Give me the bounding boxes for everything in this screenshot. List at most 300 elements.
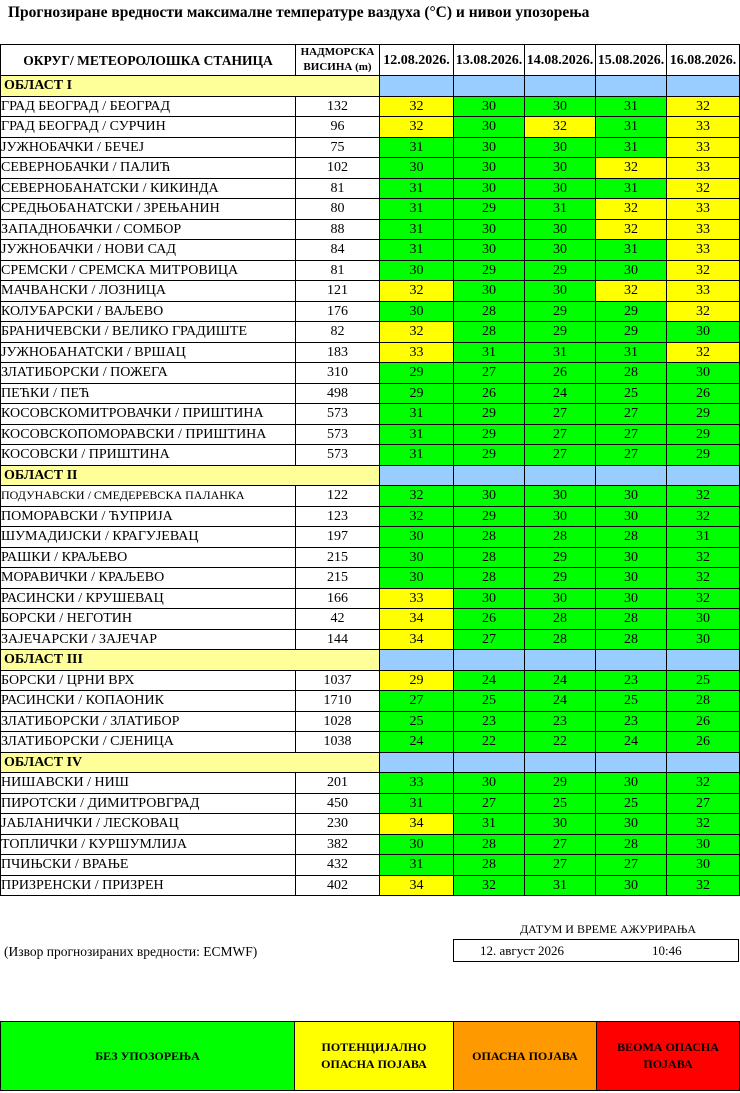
temperature-cell: 31 xyxy=(380,137,454,158)
station-altitude: 1710 xyxy=(296,691,380,712)
table-row xyxy=(1,342,740,363)
station-name: БОРСКИ / НЕГОТИН xyxy=(1,609,296,630)
table-row xyxy=(1,588,740,609)
region-header-row xyxy=(1,76,740,97)
temperature-cell: 28 xyxy=(667,691,740,712)
temperature-cell: 28 xyxy=(454,527,525,548)
temperature-cell: 27 xyxy=(596,445,667,466)
temperature-cell: 30 xyxy=(667,609,740,630)
temperature-cell: 30 xyxy=(454,219,525,240)
region-date-cell xyxy=(380,752,454,773)
temperature-cell: 32 xyxy=(667,96,740,117)
table-row xyxy=(1,793,740,814)
temperature-cell: 25 xyxy=(525,793,596,814)
temperature-cell: 32 xyxy=(667,178,740,199)
station-name: ПОДУНАВСКИ / СМЕДЕРЕВСКА ПАЛАНКА xyxy=(1,486,296,507)
station-altitude: 310 xyxy=(296,363,380,384)
temperature-cell: 31 xyxy=(380,855,454,876)
temperature-cell: 34 xyxy=(380,814,454,835)
temperature-cell: 32 xyxy=(596,219,667,240)
station-name: РАСИНСКИ / КРУШЕВАЦ xyxy=(1,588,296,609)
temperature-cell: 26 xyxy=(454,609,525,630)
table-row xyxy=(1,834,740,855)
station-altitude: 432 xyxy=(296,855,380,876)
region-date-cell xyxy=(667,465,740,486)
table-row xyxy=(1,732,740,753)
temperature-cell: 30 xyxy=(525,178,596,199)
table-row xyxy=(1,322,740,343)
region-date-cell xyxy=(380,465,454,486)
region-date-cell xyxy=(667,752,740,773)
station-name: ЈАБЛАНИЧКИ / ЛЕСКОВАЦ xyxy=(1,814,296,835)
station-name: КОСОВСКОПОМОРАВСКИ / ПРИШТИНА xyxy=(1,424,296,445)
station-altitude: 82 xyxy=(296,322,380,343)
temperature-cell: 30 xyxy=(596,568,667,589)
temperature-cell: 32 xyxy=(667,814,740,835)
table-row xyxy=(1,260,740,281)
table-row xyxy=(1,383,740,404)
temperature-cell: 30 xyxy=(596,588,667,609)
region-date-cell xyxy=(454,752,525,773)
station-name: НИШАВСКИ / НИШ xyxy=(1,773,296,794)
station-name: ГРАД БЕОГРАД / СУРЧИН xyxy=(1,117,296,138)
station-altitude: 121 xyxy=(296,281,380,302)
temperature-cell: 30 xyxy=(525,486,596,507)
temperature-cell: 31 xyxy=(596,342,667,363)
temperature-cell: 31 xyxy=(454,342,525,363)
temperature-cell: 23 xyxy=(596,670,667,691)
date-column-header: 13.08.2026. xyxy=(454,45,525,76)
update-datetime-label: ДАТУМ И ВРЕМЕ АЖУРИРАЊА xyxy=(520,922,696,936)
table-row xyxy=(1,240,740,261)
temperature-cell: 31 xyxy=(596,96,667,117)
temperature-cell: 32 xyxy=(667,547,740,568)
update-datetime-box xyxy=(453,939,739,962)
table-row xyxy=(1,547,740,568)
temperature-cell: 29 xyxy=(525,322,596,343)
table-row xyxy=(1,404,740,425)
table-row xyxy=(1,855,740,876)
region-name: ОБЛАСТ II xyxy=(1,465,380,486)
temperature-cell: 29 xyxy=(596,322,667,343)
temperature-cell: 25 xyxy=(380,711,454,732)
temperature-cell: 30 xyxy=(380,158,454,179)
station-name: ПРИЗРЕНСКИ / ПРИЗРЕН xyxy=(1,875,296,896)
station-altitude: 81 xyxy=(296,260,380,281)
region-date-cell xyxy=(380,650,454,671)
temperature-cell: 30 xyxy=(454,486,525,507)
temperature-cell: 32 xyxy=(596,158,667,179)
table-row xyxy=(1,301,740,322)
region-date-cell xyxy=(525,465,596,486)
station-name: ЗАЈЕЧАРСКИ / ЗАЈЕЧАР xyxy=(1,629,296,650)
forecast-table-body xyxy=(1,45,740,896)
station-name: МОРАВИЧКИ / КРАЉЕВО xyxy=(1,568,296,589)
temperature-cell: 24 xyxy=(454,670,525,691)
temperature-cell: 26 xyxy=(667,732,740,753)
legend-potential-danger: ПОТЕНЦИЈАЛНО ОПАСНА ПОЈАВА xyxy=(295,1022,454,1091)
temperature-cell: 30 xyxy=(596,486,667,507)
temperature-cell: 29 xyxy=(525,568,596,589)
station-altitude: 1028 xyxy=(296,711,380,732)
region-name: ОБЛАСТ I xyxy=(1,76,380,97)
temperature-cell: 27 xyxy=(525,855,596,876)
station-altitude: 102 xyxy=(296,158,380,179)
temperature-cell: 32 xyxy=(596,281,667,302)
region-date-cell xyxy=(454,76,525,97)
station-altitude: 215 xyxy=(296,568,380,589)
station-altitude: 201 xyxy=(296,773,380,794)
temperature-cell: 30 xyxy=(525,281,596,302)
region-date-cell xyxy=(667,76,740,97)
temperature-cell: 30 xyxy=(525,240,596,261)
station-name: ЈУЖНОБАЧКИ / НОВИ САД xyxy=(1,240,296,261)
region-header-row xyxy=(1,650,740,671)
temperature-cell: 30 xyxy=(380,301,454,322)
temperature-cell: 30 xyxy=(525,588,596,609)
station-name: ГРАД БЕОГРАД / БЕОГРАД xyxy=(1,96,296,117)
temperature-cell: 30 xyxy=(596,814,667,835)
temperature-cell: 33 xyxy=(667,117,740,138)
temperature-cell: 32 xyxy=(525,117,596,138)
temperature-cell: 27 xyxy=(525,424,596,445)
table-row xyxy=(1,814,740,835)
temperature-cell: 28 xyxy=(596,834,667,855)
station-altitude: 132 xyxy=(296,96,380,117)
station-name: ПЧИЊСКИ / ВРАЊЕ xyxy=(1,855,296,876)
station-altitude: 1037 xyxy=(296,670,380,691)
temperature-cell: 24 xyxy=(380,732,454,753)
temperature-cell: 30 xyxy=(525,96,596,117)
altitude-column-header: НАДМОРСКА ВИСИНА (m) xyxy=(296,45,380,76)
region-date-cell xyxy=(596,752,667,773)
table-row xyxy=(1,875,740,896)
region-date-cell xyxy=(667,650,740,671)
temperature-cell: 29 xyxy=(667,424,740,445)
table-row xyxy=(1,424,740,445)
temperature-cell: 23 xyxy=(596,711,667,732)
update-time: 10:46 xyxy=(652,943,682,958)
station-name: ШУМАДИЈСКИ / КРАГУЈЕВАЦ xyxy=(1,527,296,548)
table-row xyxy=(1,691,740,712)
temperature-cell: 30 xyxy=(380,568,454,589)
station-altitude: 498 xyxy=(296,383,380,404)
temperature-cell: 25 xyxy=(667,670,740,691)
temperature-cell: 31 xyxy=(380,199,454,220)
station-name: МАЧВАНСКИ / ЛОЗНИЦА xyxy=(1,281,296,302)
temperature-cell: 31 xyxy=(596,117,667,138)
station-altitude: 123 xyxy=(296,506,380,527)
temperature-cell: 28 xyxy=(596,609,667,630)
temperature-cell: 27 xyxy=(380,691,454,712)
station-name: СРЕДЊОБАНАТСКИ / ЗРЕЊАНИН xyxy=(1,199,296,220)
table-row xyxy=(1,96,740,117)
temperature-cell: 30 xyxy=(454,588,525,609)
temperature-cell: 26 xyxy=(667,711,740,732)
temperature-cell: 27 xyxy=(525,834,596,855)
temperature-cell: 25 xyxy=(596,691,667,712)
temperature-cell: 31 xyxy=(380,793,454,814)
station-altitude: 183 xyxy=(296,342,380,363)
date-column-header: 12.08.2026. xyxy=(380,45,454,76)
station-altitude: 382 xyxy=(296,834,380,855)
date-column-header: 15.08.2026. xyxy=(596,45,667,76)
temperature-cell: 29 xyxy=(454,260,525,281)
table-row xyxy=(1,178,740,199)
station-column-header: ОКРУГ/ МЕТЕОРОЛОШКА СТАНИЦА xyxy=(1,45,296,76)
station-name: СЕВЕРНОБАНАТСКИ / КИКИНДА xyxy=(1,178,296,199)
station-altitude: 166 xyxy=(296,588,380,609)
station-altitude: 42 xyxy=(296,609,380,630)
temperature-cell: 32 xyxy=(667,301,740,322)
temperature-cell: 33 xyxy=(380,342,454,363)
station-name: СЕВЕРНОБАЧКИ / ПАЛИЋ xyxy=(1,158,296,179)
temperature-cell: 28 xyxy=(454,322,525,343)
temperature-cell: 30 xyxy=(454,137,525,158)
temperature-cell: 30 xyxy=(454,178,525,199)
temperature-cell: 29 xyxy=(525,773,596,794)
table-row xyxy=(1,711,740,732)
temperature-cell: 31 xyxy=(525,342,596,363)
temperature-cell: 30 xyxy=(667,834,740,855)
update-date: 12. август 2026 xyxy=(480,943,564,958)
temperature-cell: 29 xyxy=(525,547,596,568)
forecast-table xyxy=(0,44,740,896)
table-row xyxy=(1,773,740,794)
table-header-row xyxy=(1,45,740,76)
temperature-cell: 30 xyxy=(667,629,740,650)
temperature-cell: 29 xyxy=(454,424,525,445)
temperature-cell: 30 xyxy=(596,875,667,896)
temperature-cell: 30 xyxy=(525,137,596,158)
temperature-cell: 30 xyxy=(667,322,740,343)
temperature-cell: 31 xyxy=(596,137,667,158)
temperature-cell: 27 xyxy=(454,793,525,814)
temperature-cell: 31 xyxy=(596,240,667,261)
temperature-cell: 28 xyxy=(596,527,667,548)
temperature-cell: 24 xyxy=(525,670,596,691)
temperature-cell: 31 xyxy=(380,404,454,425)
temperature-cell: 28 xyxy=(454,568,525,589)
table-row xyxy=(1,137,740,158)
station-altitude: 450 xyxy=(296,793,380,814)
station-altitude: 573 xyxy=(296,445,380,466)
temperature-cell: 26 xyxy=(525,363,596,384)
table-row xyxy=(1,117,740,138)
table-row xyxy=(1,527,740,548)
temperature-cell: 30 xyxy=(380,547,454,568)
temperature-cell: 30 xyxy=(380,527,454,548)
temperature-cell: 31 xyxy=(454,814,525,835)
station-name: БРАНИЧЕВСКИ / ВЕЛИКО ГРАДИШТЕ xyxy=(1,322,296,343)
temperature-cell: 30 xyxy=(380,834,454,855)
temperature-cell: 32 xyxy=(667,875,740,896)
temperature-cell: 32 xyxy=(667,486,740,507)
station-altitude: 122 xyxy=(296,486,380,507)
station-altitude: 81 xyxy=(296,178,380,199)
station-altitude: 144 xyxy=(296,629,380,650)
region-name: ОБЛАСТ IV xyxy=(1,752,380,773)
temperature-cell: 31 xyxy=(667,527,740,548)
station-name: ЈУЖНОБАЧКИ / БЕЧЕЈ xyxy=(1,137,296,158)
temperature-cell: 32 xyxy=(667,588,740,609)
legend-very-dangerous: ВЕОМА ОПАСНА ПОЈАВА xyxy=(597,1022,740,1091)
temperature-cell: 27 xyxy=(596,855,667,876)
temperature-cell: 27 xyxy=(596,404,667,425)
station-altitude: 215 xyxy=(296,547,380,568)
temperature-cell: 33 xyxy=(667,158,740,179)
station-altitude: 96 xyxy=(296,117,380,138)
source-note: (Извор прогнозираних вредности: ECMWF) xyxy=(4,944,258,959)
station-name: ПИРОТСКИ / ДИМИТРОВГРАД xyxy=(1,793,296,814)
temperature-cell: 29 xyxy=(380,383,454,404)
legend-no-warning: БЕЗ УПОЗОРЕЊА xyxy=(1,1022,295,1091)
temperature-cell: 27 xyxy=(667,793,740,814)
temperature-cell: 30 xyxy=(454,281,525,302)
station-altitude: 197 xyxy=(296,527,380,548)
station-altitude: 88 xyxy=(296,219,380,240)
region-date-cell xyxy=(454,650,525,671)
temperature-cell: 25 xyxy=(596,793,667,814)
temperature-cell: 34 xyxy=(380,609,454,630)
temperature-cell: 32 xyxy=(380,322,454,343)
temperature-cell: 30 xyxy=(454,117,525,138)
region-date-cell xyxy=(525,76,596,97)
table-row xyxy=(1,281,740,302)
temperature-cell: 30 xyxy=(525,158,596,179)
station-name: КОСОВСКОМИТРОВАЧКИ / ПРИШТИНА xyxy=(1,404,296,425)
temperature-cell: 29 xyxy=(380,363,454,384)
temperature-cell: 23 xyxy=(525,711,596,732)
temperature-cell: 31 xyxy=(380,424,454,445)
temperature-cell: 34 xyxy=(380,629,454,650)
temperature-cell: 22 xyxy=(454,732,525,753)
temperature-cell: 29 xyxy=(454,404,525,425)
temperature-cell: 27 xyxy=(454,629,525,650)
temperature-cell: 23 xyxy=(454,711,525,732)
station-name: ЗЛАТИБОРСКИ / СЈЕНИЦА xyxy=(1,732,296,753)
station-altitude: 230 xyxy=(296,814,380,835)
temperature-cell: 34 xyxy=(380,875,454,896)
station-altitude: 402 xyxy=(296,875,380,896)
temperature-cell: 27 xyxy=(525,404,596,425)
region-header-row xyxy=(1,465,740,486)
table-row xyxy=(1,158,740,179)
temperature-cell: 28 xyxy=(454,834,525,855)
temperature-cell: 33 xyxy=(380,773,454,794)
temperature-cell: 30 xyxy=(454,773,525,794)
station-name: СРЕМСКИ / СРЕМСКА МИТРОВИЦА xyxy=(1,260,296,281)
station-altitude: 1038 xyxy=(296,732,380,753)
temperature-cell: 29 xyxy=(454,445,525,466)
temperature-cell: 30 xyxy=(596,773,667,794)
temperature-cell: 27 xyxy=(454,363,525,384)
station-name: БОРСКИ / ЦРНИ ВРХ xyxy=(1,670,296,691)
temperature-cell: 33 xyxy=(667,281,740,302)
temperature-cell: 30 xyxy=(454,240,525,261)
table-row xyxy=(1,629,740,650)
temperature-cell: 33 xyxy=(667,137,740,158)
temperature-cell: 30 xyxy=(667,855,740,876)
date-column-header: 14.08.2026. xyxy=(525,45,596,76)
table-row xyxy=(1,609,740,630)
station-altitude: 573 xyxy=(296,404,380,425)
temperature-cell: 32 xyxy=(380,506,454,527)
station-name: ЗЛАТИБОРСКИ / ПОЖЕГА xyxy=(1,363,296,384)
temperature-cell: 24 xyxy=(525,691,596,712)
temperature-cell: 26 xyxy=(454,383,525,404)
temperature-cell: 33 xyxy=(667,240,740,261)
temperature-cell: 32 xyxy=(667,773,740,794)
temperature-cell: 24 xyxy=(596,732,667,753)
temperature-cell: 28 xyxy=(525,609,596,630)
temperature-cell: 27 xyxy=(525,445,596,466)
table-row xyxy=(1,486,740,507)
temperature-cell: 32 xyxy=(380,281,454,302)
temperature-cell: 31 xyxy=(525,875,596,896)
temperature-cell: 29 xyxy=(667,445,740,466)
temperature-cell: 22 xyxy=(525,732,596,753)
table-row xyxy=(1,568,740,589)
table-row xyxy=(1,670,740,691)
region-date-cell xyxy=(525,650,596,671)
region-date-cell xyxy=(596,465,667,486)
temperature-cell: 25 xyxy=(454,691,525,712)
temperature-cell: 31 xyxy=(380,219,454,240)
temperature-cell: 30 xyxy=(380,260,454,281)
region-date-cell xyxy=(596,650,667,671)
temperature-cell: 32 xyxy=(667,506,740,527)
temperature-cell: 30 xyxy=(454,158,525,179)
table-row xyxy=(1,219,740,240)
station-name: ЗАПАДНОБАЧКИ / СОМБОР xyxy=(1,219,296,240)
temperature-cell: 29 xyxy=(380,670,454,691)
temperature-cell: 32 xyxy=(380,117,454,138)
station-name: КОСОВСКИ / ПРИШТИНА xyxy=(1,445,296,466)
temperature-cell: 28 xyxy=(525,629,596,650)
station-altitude: 84 xyxy=(296,240,380,261)
temperature-cell: 32 xyxy=(380,96,454,117)
temperature-cell: 32 xyxy=(380,486,454,507)
region-date-cell xyxy=(596,76,667,97)
temperature-cell: 28 xyxy=(525,527,596,548)
temperature-cell: 31 xyxy=(380,240,454,261)
station-name: ПОМОРАВСКИ / ЋУПРИЈА xyxy=(1,506,296,527)
table-row xyxy=(1,199,740,220)
temperature-cell: 31 xyxy=(596,178,667,199)
station-name: КОЛУБАРСКИ / ВАЉЕВО xyxy=(1,301,296,322)
legend-danger: ОПАСНА ПОЈАВА xyxy=(454,1022,597,1091)
temperature-cell: 30 xyxy=(454,96,525,117)
date-column-header: 16.08.2026. xyxy=(667,45,740,76)
temperature-cell: 32 xyxy=(667,568,740,589)
temperature-cell: 29 xyxy=(525,260,596,281)
warning-legend xyxy=(0,1021,740,1091)
region-header-row xyxy=(1,752,740,773)
temperature-cell: 30 xyxy=(525,506,596,527)
temperature-cell: 28 xyxy=(596,629,667,650)
station-name: ПЕЋКИ / ПЕЋ xyxy=(1,383,296,404)
temperature-cell: 24 xyxy=(525,383,596,404)
temperature-cell: 29 xyxy=(454,506,525,527)
station-altitude: 176 xyxy=(296,301,380,322)
region-date-cell xyxy=(380,76,454,97)
region-date-cell xyxy=(525,752,596,773)
temperature-cell: 29 xyxy=(454,199,525,220)
temperature-cell: 32 xyxy=(454,875,525,896)
temperature-cell: 29 xyxy=(525,301,596,322)
temperature-cell: 28 xyxy=(596,363,667,384)
